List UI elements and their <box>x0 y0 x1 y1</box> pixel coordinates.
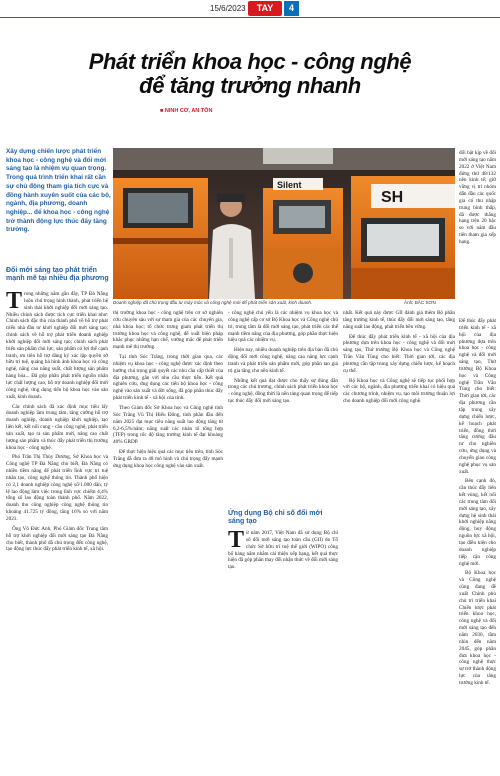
paragraph: thị trường khoa học - công nghệ trên cơ sở nghiên cứu chuyên sâu với sự tham gia của các chuyên gia, nhà khoa học; tổ chức trưng giam phát triển thị trường khoa học và công nghệ, để xuất biện pháp khắc phục những hạn chế, vướng mắc để phát triển mạnh mẽ thị trường. <box>113 310 223 351</box>
article-column-1 <box>6 288 108 556</box>
drop-cap: T <box>6 288 23 314</box>
headline <box>0 50 500 98</box>
machine-sign-text: Silent <box>277 180 302 190</box>
paragraph: Những kết quả đạt được cho thấy sự đúng đắn trong các chủ trương, chính sách phát triển khoa học - công nghệ, đồng thời là nền tảng quan trọng để tiếp tục thúc đẩy đổi mới sáng tạo. <box>228 377 338 405</box>
paragraph: Để thúc đẩy phát triển kinh tế - xã hội của địa phương dựa trên khoa học - công nghệ và đổi mới sáng tạo, Thứ trưởng Bộ Khoa học và Công nghệ Trần Văn Tùng cho biết: Thời gian tới, các địa phương cần tập trung xây dựng chiến lược, kế hoạch cụ thể. <box>343 333 455 374</box>
paragraph: Bộ Khoa học và Công nghệ cũng đang đề xuất Chính phủ chủ trì triển khai Chiến lược phát triển khoa học, công nghệ và đổi mới sáng tạo đến năm 2030, tầm nhìn đến năm 2045, góp phần đưa khoa học - công nghệ thực sự trở thành động lực của tăng trưởng kinh tế. <box>459 570 496 686</box>
lead-paragraph: Xây dựng chiến lược phát triển khoa học - công nghệ và đổi mới sáng tạo là nhiệm vụ quan trọng. Trong quá trình triển khai rất cần sự chủ động tham gia tích cực và đồng hành xuyên suốt của các bộ, ngành, địa phương, doanh nghiệp... để khoa học - công nghệ trở thành động lực thúc đẩy tăng trưởng. <box>6 148 111 234</box>
paragraph: Phó Trần Thị Thủy Dương, Sở Khoa học và Công nghệ TP Đà Nẵng cho biết, Đà Nẵng có nhiều tiềm năng để phát triển lĩnh vực trí tuệ nhân tạo, công nghệ thông tin. Thành phố hiện có 2,1 doanh nghiệp công nghệ số/1.000 dân; tỷ lệ lao động làm việc trong lĩnh vực chiếm 4,4% tổng số lao động toàn thành phố. Năm 2022, doanh thu công nghiệp công nghệ thông tin khoảng 41.725 tỷ đồng, tăng 16% so với năm 2021. <box>6 454 108 522</box>
machine-brand-text: SH <box>381 189 404 206</box>
article-column-6 <box>459 318 496 690</box>
factory-scene-illustration <box>113 148 455 299</box>
paragraph: - công nghệ chủ yếu là các nhiệm vụ khoa học và công nghệ cấp cơ sở Bộ Khoa học và Công nghệ chủ trì, trong tâm là đổi mới sáng tạo, phát triển các thể mạnh tiềm năng của địa phương, góp phần thực hiện hiệu quả các nhiệm vụ. <box>228 310 338 344</box>
header-divider <box>0 17 500 18</box>
paragraph: Bên cạnh đó, cần thúc đẩy liên kết vùng, kết nối các trung tâm đổi mới sáng tạo, xây dựng hệ sinh thái khởi nghiệp năng động, huy động nguồn lực xã hội, tạo điều kiện cho doanh nghiệp tiếp cận công nghệ mới. <box>459 478 496 567</box>
article-photo <box>113 148 455 299</box>
paragraph: Để thực hiện hiệu quả các mục tiêu trên, tỉnh Sóc Trăng đã đưa ra 48 mô hình và chú trọng đẩy mạnh ứng dụng khoa học công nghệ vào sản xuất. <box>113 449 223 469</box>
headline-line-2: để tăng trưởng nhanh <box>139 73 361 98</box>
article-column-3 <box>228 310 338 408</box>
paragraph: Tại tỉnh Sóc Trăng, trong thời gian qua, các nhiệm vụ khoa học - công nghệ được xác định theo hướng chú trọng giải quyết các nhu cầu cấp thiết của địa phương, gắn với nhu cầu thực tiễn. Kết quả nghiên cứu, ứng dụng các tiến bộ khoa học - công nghệ vào sản xuất và đời sống, đã góp phần thúc đẩy phát triển kinh tế - xã hội của tỉnh. <box>113 354 223 402</box>
paragraph: ừ năm 2017, Việt Nam đã sử dụng Bộ chỉ số đổi mới sáng tạo toàn cầu (GII) do Tổ chức Sở hữu trí tuệ thế giới (WIPO) công bố hàng năm nhằm cải thiện xếp hạng, kết quả thực hiện đã góp phần thay đổi nhận thức về đổi mới sáng tạo. <box>228 530 339 571</box>
drop-cap: T <box>228 527 245 553</box>
article-column-3-continued <box>228 527 339 574</box>
paragraph: Bộ Khoa học và Công nghệ sẽ tiếp tục phối hợp với các bộ, ngành, địa phương triển khai có hiệu quả các chương trình, nhiệm vụ, tạo môi trường thuận lợi cho doanh nghiệp đổi mới công nghệ. <box>343 377 455 405</box>
paragraph: rong những năm gần đây, TP Đà Nẵng luôn chú trọng hình thành, phát triển hệ sinh thái khởi nghiệp đổi mới sáng tạo. Nhiều chính sách được tích cực triển khai như: Chính sách đặc thù của thành phố về hỗ trợ phát triển nhà đầu tư khởi nghiệp đổi mới sáng tạo; chính sách về hỗ trợ phát triển doanh nghiệp khởi nghiệp đổi mới sáng tạo; chính sách phát triển sản phẩm chủ lực, sản phẩm có lợi thế cạnh tranh, ưu tiên hỗ trợ đăng ký xác lập quyền sở hữu trí tuệ, quảng bá hình ảnh khoa học và công nghệ, nâng cao năng suất, chất lượng sản phẩm hàng hóa... Đã góp phần phát triển nguồn nhân lực chất lượng cao, hỗ trợ doanh nghiệp đổi mới công nghệ, ứng dụng tiến bộ khoa học vào sản xuất, kinh doanh. <box>6 291 108 400</box>
paragraph: Để thúc đẩy phát triển kinh tế - xã hội của địa phương dựa trên khoa học - công nghệ và đổi mới sáng tạo, Thứ trưởng Bộ Khoa học và Công nghệ Trần Văn Tùng cho biết: Thời gian tới, các địa phương cần tập trung xây dựng chiến lược, kế hoạch phát triển, đồng thời tăng cường đầu tư cho nghiên cứu, ứng dụng và chuyển giao công nghệ phục vụ sản xuất. <box>459 318 496 475</box>
paragraph: Các chính sách đã xác định mục tiêu lấy doanh nghiệp làm trung tâm, tăng cường hỗ trợ doanh nghiệp, doanh nghiệp khởi nghiệp, tạo liên kết, kết nối cung - cầu công nghệ, phát triển sản xuất, tạo ra sản phẩm mới, nâng cao chất lượng sản phẩm và thúc đẩy phát triển thị trường khoa học - công nghệ. <box>6 403 108 451</box>
newspaper-logo: TAY <box>248 1 282 16</box>
photo-credit: Ảnh: BẮC SƠN <box>404 300 436 305</box>
page-number: 4 <box>284 1 299 16</box>
byline: ■ NINH CƠ, AN TÔN <box>160 108 213 114</box>
paragraph: nhất. Kết quả này được GII đánh giá thêm Bộ phần tăng trưởng kinh tế, thúc đẩy đổi mới sáng tạo, tăng năng suất lao động, phát triển bền vững. <box>343 310 455 330</box>
article-column-2 <box>113 310 223 473</box>
subheading-1: Đổi mới sáng tạo phát triển mạnh mẽ tại nhiều địa phương <box>6 267 109 283</box>
headline-line-1: Phát triển khoa học - công nghệ <box>88 49 412 74</box>
paragraph: đổi bật kịp về đổi mới sáng tạo năm 2022 ở Việt Nam đứng thứ 48/132 nền kinh tế; giữ vững vị trí nhóm dẫn đầu các quốc gia có thu nhập trung bình thấp, đã được thăng hạng trên 20 bậc so với năm đầu tiên tham gia xếp hạng. <box>459 150 496 245</box>
paragraph: Hiện nay, nhiều doanh nghiệp trên địa bàn đã chủ động đổi mới công nghệ, nâng cao năng lực cạnh tranh và phát triển sản phẩm mới, góp phần tạo giá trị gia tăng cho nền kinh tế. <box>228 347 338 374</box>
paragraph: Ông Võ Đức Anh, Phó Giám đốc Trung tâm hỗ trợ khởi nghiệp đổi mới sáng tạo Đà Nẵng cho biết, thành phố đã chú trọng đến công nghệ, tạo động lực thúc đẩy phát triển kinh tế, xã hội. <box>6 525 108 553</box>
subheading-2: Ứng dụng Bộ chỉ số đổi mới sáng tạo <box>228 510 323 525</box>
photo-caption: Doanh nghiệp đã chủ trọng đầu tư máy móc và công nghệ mới để phát triển sản xuất, kinh doanh. <box>113 300 313 305</box>
article-column-5 <box>459 150 496 249</box>
issue-date: 15/6/2023 <box>210 4 246 13</box>
paragraph: Theo Giám đốc Sở Khoa học và Công nghệ tỉnh Sóc Trăng Vũ Thị Hiếu Đông, tính phần đầu đến năm 2025 đạt mục tiêu năng suất lao động tăng từ 6,2-6,5%/năm; năng suất các nhân tố tổng hợp (TFP) trong tốc độ tăng trưởng kinh tế đạt khoảng 40% GRDP. <box>113 404 223 446</box>
article-column-4 <box>343 310 455 408</box>
